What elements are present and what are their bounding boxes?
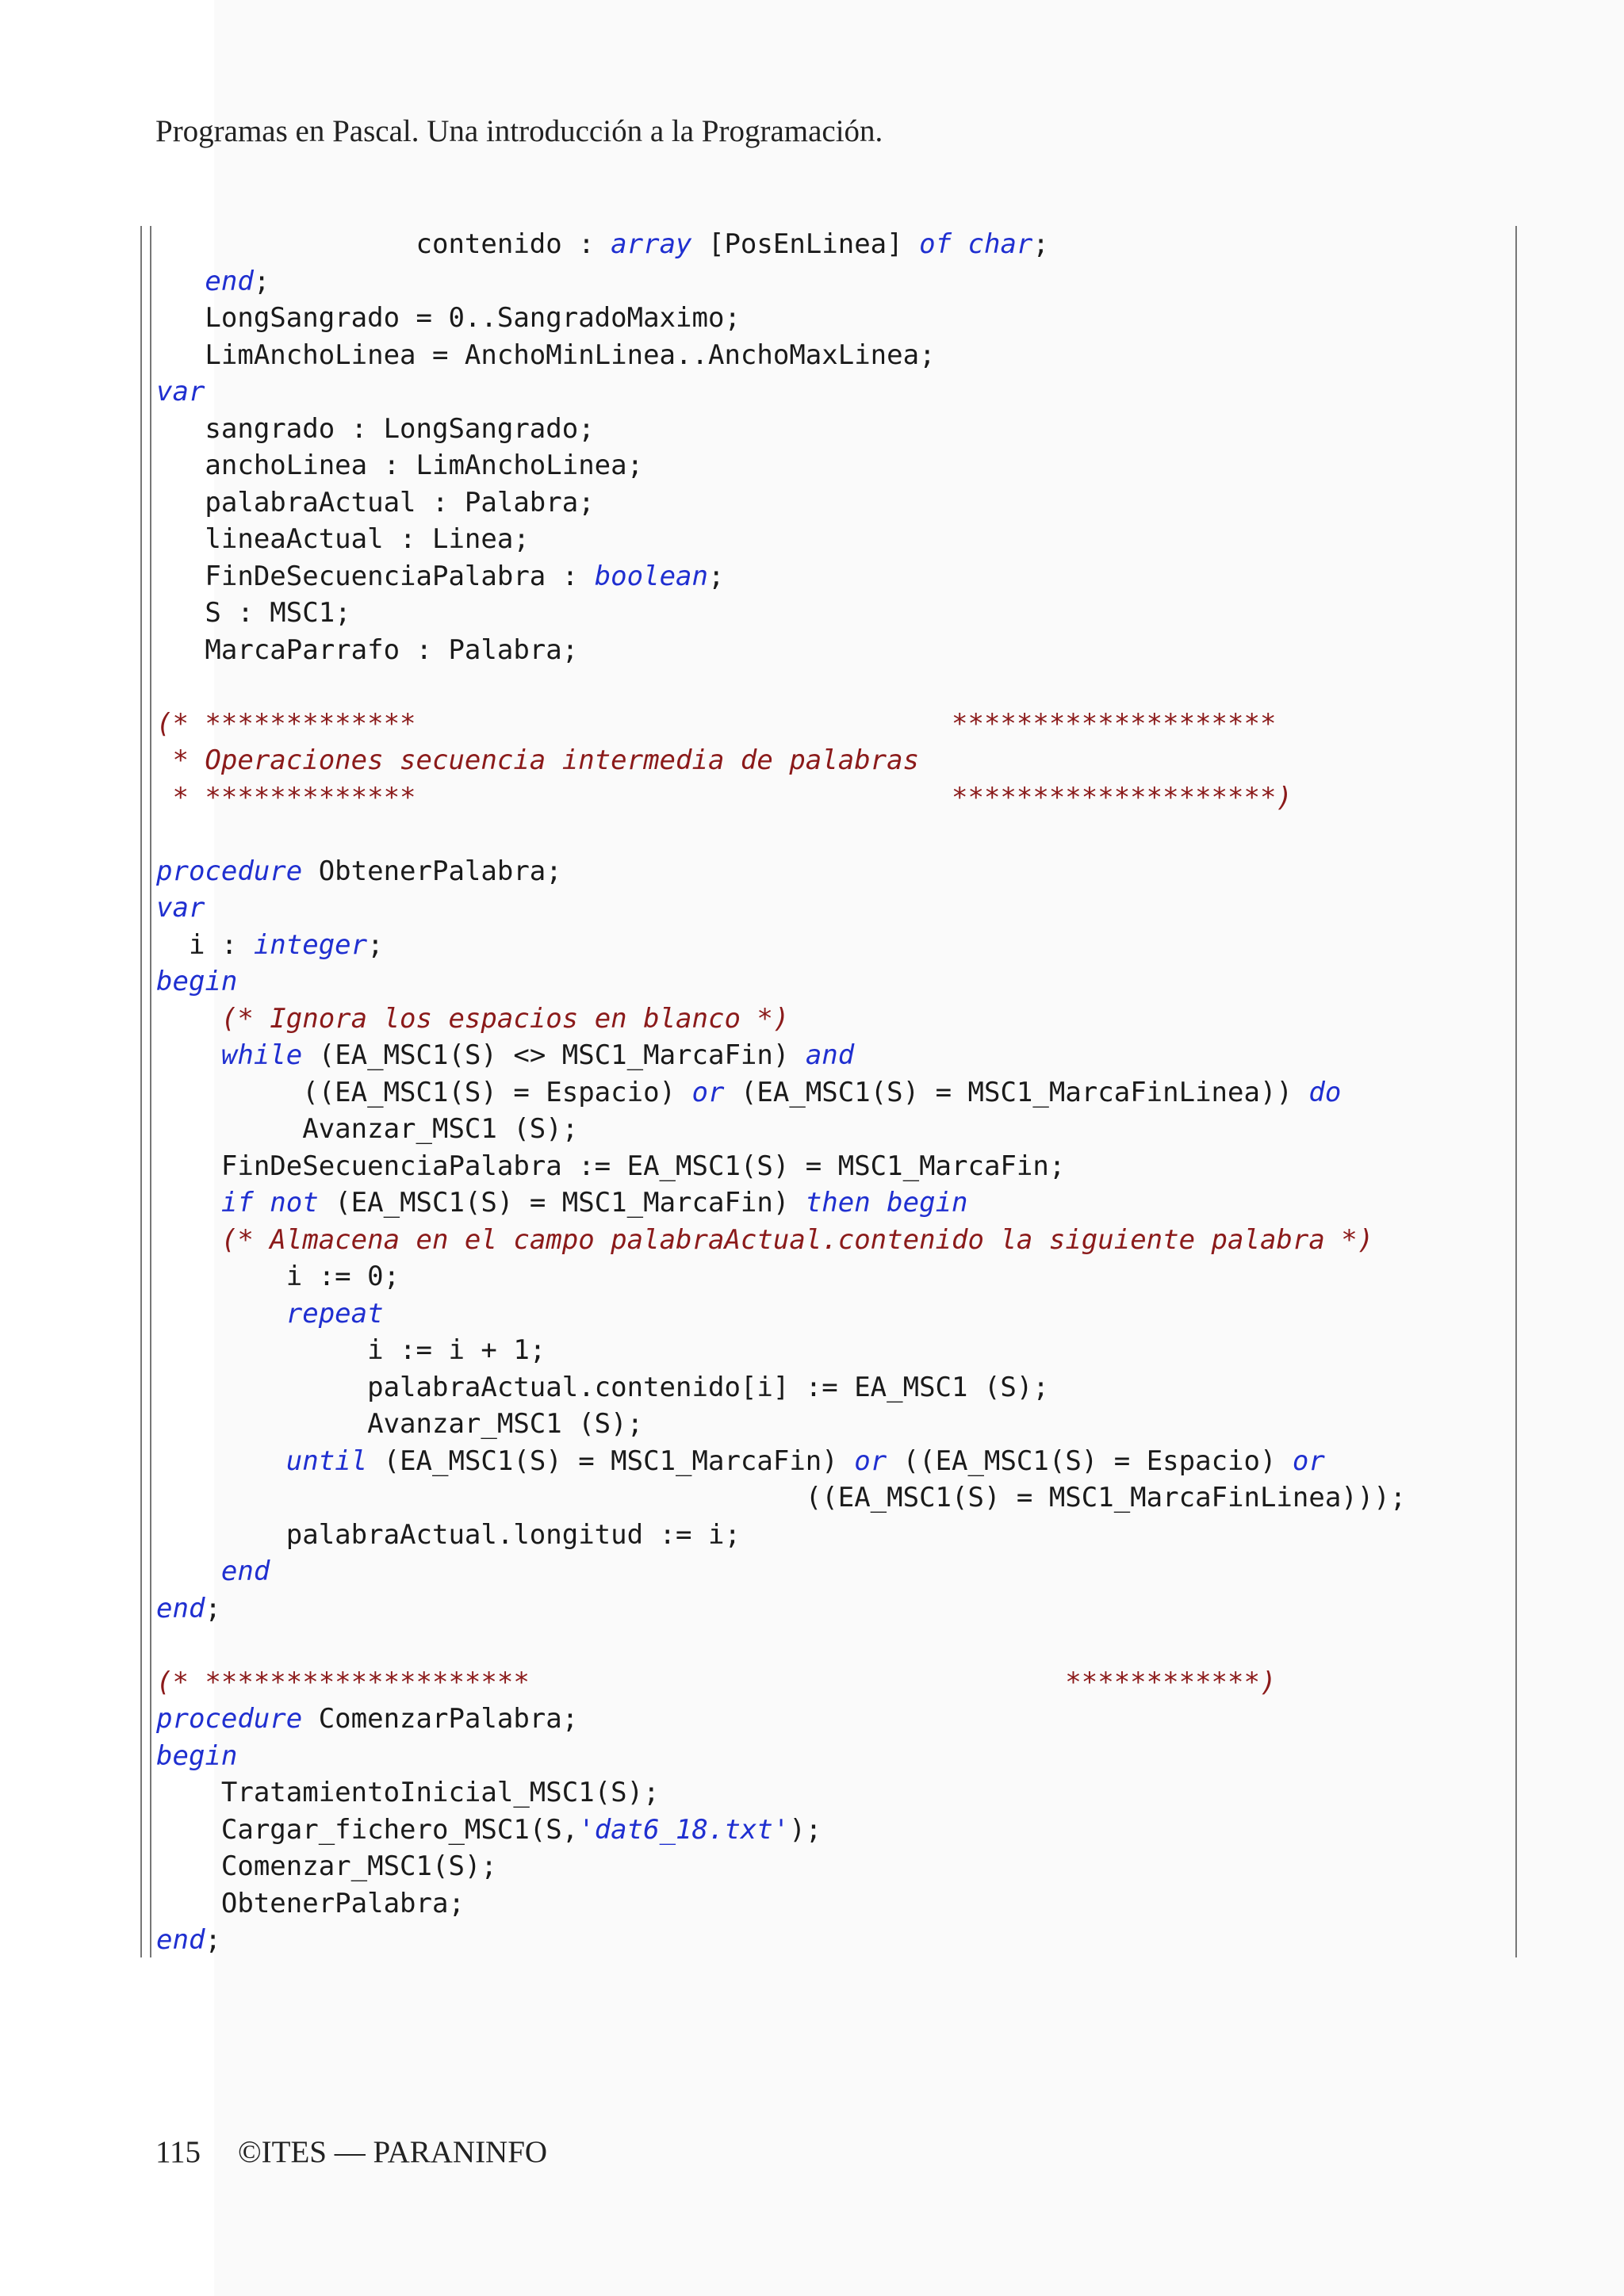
code-text: Avanzar_MSC1 (S); — [156, 1408, 644, 1440]
code-keyword: or — [691, 1076, 725, 1108]
code-text: ; — [205, 1592, 221, 1624]
code-text — [156, 1556, 221, 1587]
code-line — [156, 1148, 1504, 1185]
code-text: S : MSC1; — [156, 597, 351, 629]
code-string: 'dat6_18.txt' — [578, 1813, 790, 1846]
code-line — [156, 1111, 1504, 1148]
code-keyword: array — [611, 228, 692, 260]
code-text: ; — [1032, 228, 1049, 260]
code-text: palabraActual.contenido[i] := EA_MSC1 (S); — [156, 1371, 1049, 1403]
code-text: (EA_MSC1(S) <> MSC1_MarcaFin) — [302, 1039, 806, 1071]
code-text — [156, 1298, 286, 1330]
code-keyword: if not — [220, 1187, 319, 1219]
code-frame-left-rule — [140, 226, 151, 1957]
code-text: anchoLinea : LimAnchoLinea; — [156, 450, 644, 481]
code-comment: * Operaciones secuencia intermedia de palabras — [156, 744, 920, 776]
code-text — [156, 1039, 221, 1071]
code-text: ); — [789, 1813, 822, 1846]
code-listing — [156, 226, 1504, 1959]
code-keyword: begin — [156, 1739, 238, 1772]
code-keyword: until — [285, 1445, 368, 1477]
code-line — [156, 447, 1504, 484]
code-line — [156, 300, 1504, 337]
code-keyword: or — [854, 1445, 887, 1477]
publisher-credit: ©ITES — PARANINFO — [238, 2135, 548, 2169]
code-keyword: var — [156, 892, 205, 924]
code-line — [156, 853, 1504, 890]
code-text: ((EA_MSC1(S) = MSC1_MarcaFinLinea))); — [156, 1482, 1407, 1513]
code-line — [156, 1369, 1504, 1406]
code-line — [156, 1590, 1504, 1628]
code-line — [156, 1922, 1504, 1959]
code-line — [156, 927, 1504, 964]
code-keyword: procedure — [156, 855, 303, 887]
code-line — [156, 558, 1504, 595]
code-text: [PosEnLinea] — [691, 228, 920, 260]
code-text: (EA_MSC1(S) = MSC1_MarcaFin) — [367, 1445, 855, 1477]
code-line — [156, 706, 1504, 743]
code-comment: (* ************* ******************** — [156, 707, 1277, 740]
code-line — [156, 1701, 1504, 1738]
code-line — [156, 668, 1504, 706]
code-line — [156, 1553, 1504, 1590]
code-frame-right-rule — [1515, 226, 1517, 1957]
code-text: MarcaParrafo : Palabra; — [156, 633, 579, 666]
code-text: ComenzarPalabra; — [302, 1703, 579, 1735]
code-text: Cargar_fichero_MSC1(S, — [156, 1813, 579, 1846]
code-line — [156, 816, 1504, 853]
code-keyword: end — [220, 1556, 270, 1587]
running-header: Programas en Pascal. Una introducción a la Programación. — [155, 114, 883, 148]
code-text: ((EA_MSC1(S) = Espacio) — [156, 1076, 692, 1108]
code-line — [156, 337, 1504, 374]
code-text: (EA_MSC1(S) = MSC1_MarcaFinLinea)) — [724, 1076, 1309, 1108]
code-line — [156, 595, 1504, 632]
code-line — [156, 963, 1504, 1001]
code-line — [156, 411, 1504, 448]
code-text — [156, 1224, 221, 1256]
code-text — [156, 1187, 221, 1219]
code-line — [156, 373, 1504, 411]
code-line — [156, 1295, 1504, 1333]
code-text: (EA_MSC1(S) = MSC1_MarcaFin) — [318, 1187, 806, 1219]
code-line — [156, 890, 1504, 927]
code-line — [156, 1074, 1504, 1112]
code-text: ((EA_MSC1(S) = Espacio) — [887, 1445, 1293, 1477]
code-text: ; — [253, 265, 270, 297]
code-text: ; — [205, 1924, 221, 1956]
code-text: ; — [367, 928, 384, 961]
code-comment: (* Ignora los espacios en blanco *) — [220, 1002, 790, 1035]
code-keyword: boolean — [594, 560, 708, 592]
page-footer — [155, 2134, 547, 2170]
code-line — [156, 1222, 1504, 1259]
code-text: TratamientoInicial_MSC1(S); — [156, 1777, 660, 1808]
code-line — [156, 1332, 1504, 1369]
code-comment: (* ******************** ************) — [156, 1666, 1277, 1698]
code-keyword: or — [1292, 1445, 1325, 1477]
code-line — [156, 1812, 1504, 1849]
code-text: Comenzar_MSC1(S); — [156, 1850, 497, 1882]
code-text: lineaActual : Linea; — [156, 523, 530, 555]
code-keyword: begin — [156, 966, 238, 997]
code-line — [156, 521, 1504, 558]
code-keyword: end — [156, 1924, 205, 1956]
code-text: ObtenerPalabra; — [302, 855, 562, 887]
code-keyword: then begin — [805, 1187, 968, 1219]
code-keyword: end — [156, 1592, 205, 1624]
code-text: i := i + 1; — [156, 1334, 546, 1366]
code-line — [156, 632, 1504, 669]
code-keyword: do — [1308, 1076, 1342, 1108]
code-keyword: repeat — [285, 1297, 384, 1330]
code-line — [156, 1627, 1504, 1664]
code-line — [156, 742, 1504, 779]
code-text: palabraActual.longitud := i; — [156, 1518, 741, 1551]
code-comment: (* Almacena en el campo palabraActual.contenido la siguiente palabra *) — [220, 1223, 1374, 1256]
code-text — [156, 1445, 286, 1477]
code-comment: * ************* ********************) — [156, 781, 1293, 813]
code-text: i : — [156, 928, 254, 961]
code-line — [156, 1664, 1504, 1701]
code-line — [156, 1184, 1504, 1222]
code-text: FinDeSecuenciaPalabra := EA_MSC1(S) = MSC1_MarcaFin; — [156, 1150, 1066, 1182]
code-keyword: procedure — [156, 1703, 303, 1735]
code-text: LimAnchoLinea = AnchoMinLinea..AnchoMaxLinea; — [156, 339, 936, 371]
code-line — [156, 1037, 1504, 1074]
code-line — [156, 1406, 1504, 1443]
code-text — [156, 266, 205, 297]
code-line — [156, 1885, 1504, 1923]
code-line — [156, 226, 1504, 263]
code-line — [156, 1001, 1504, 1038]
code-line — [156, 1738, 1504, 1775]
code-line — [156, 1848, 1504, 1885]
code-line — [156, 1258, 1504, 1295]
code-line — [156, 484, 1504, 522]
code-text: ObtenerPalabra; — [156, 1887, 465, 1919]
code-line — [156, 779, 1504, 817]
code-line — [156, 1517, 1504, 1554]
code-text: Avanzar_MSC1 (S); — [156, 1113, 579, 1145]
code-text: contenido : — [156, 228, 611, 260]
code-text — [156, 1003, 221, 1035]
code-text: sangrado : LongSangrado; — [156, 412, 595, 445]
page-number: 115 — [155, 2135, 201, 2169]
code-keyword: and — [805, 1039, 855, 1071]
code-keyword: end — [205, 265, 254, 297]
code-text: FinDeSecuenciaPalabra : — [156, 560, 595, 592]
code-text: palabraActual : Palabra; — [156, 486, 595, 519]
code-text: ; — [707, 560, 725, 592]
code-keyword: of char — [919, 228, 1033, 260]
code-text: LongSangrado = 0..SangradoMaximo; — [156, 302, 741, 334]
code-keyword: var — [156, 376, 205, 408]
code-line — [156, 263, 1504, 300]
code-keyword: integer — [253, 928, 368, 961]
code-keyword: while — [220, 1039, 303, 1071]
code-line — [156, 1443, 1504, 1480]
code-text: i := 0; — [156, 1261, 400, 1292]
code-line — [156, 1774, 1504, 1812]
code-line — [156, 1479, 1504, 1517]
